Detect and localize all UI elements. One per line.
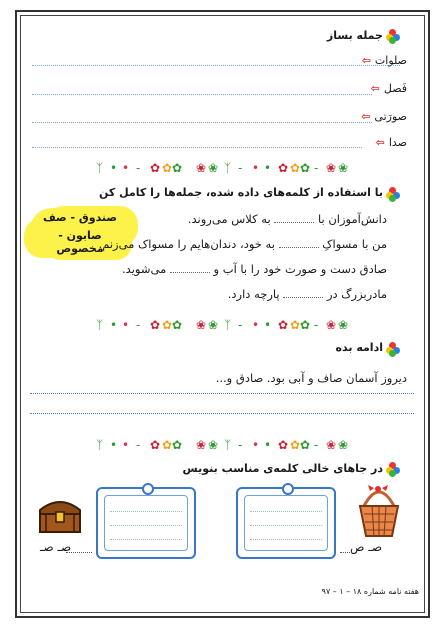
sentence-text: من با مسواکِ	[322, 237, 387, 251]
ring-icon	[142, 483, 154, 495]
writing-line	[250, 525, 322, 526]
basket-icon	[356, 484, 402, 540]
word-label: فَصل	[383, 82, 407, 95]
sentence-text: پارچه دارد.	[227, 287, 280, 301]
word-row-2	[371, 82, 407, 95]
blank-field[interactable]	[279, 239, 319, 248]
flower-bullet-icon	[386, 29, 400, 43]
sentence-text: صادق دست و صورت خود را با آب و	[213, 262, 387, 276]
word-row-4	[376, 136, 407, 149]
writing-line	[250, 511, 322, 512]
sentence-text: دانش‌آموزان با	[317, 212, 387, 226]
blank-field[interactable]	[274, 214, 314, 223]
writing-line	[110, 525, 182, 526]
writing-line	[110, 539, 182, 540]
decorative-border: ᛉ • • - ✿ ✿ ✿ ❀ ❀ ᛉ - • • ✿ ✿ ✿ - ❀ ❀	[96, 161, 349, 175]
writing-line[interactable]	[32, 94, 372, 95]
blank-field[interactable]	[283, 289, 323, 298]
word-label: صلوات	[374, 54, 407, 67]
writing-line[interactable]	[32, 147, 362, 148]
sentence-1	[188, 212, 387, 226]
writing-line	[250, 539, 322, 540]
arrow-icon: ⇦	[361, 110, 371, 123]
writing-line[interactable]	[32, 65, 400, 66]
word-bank-line-1: صندوق - صف	[42, 211, 118, 224]
section4-heading: در جاهای خالی کلمه‌ی مناسب بنویس	[182, 462, 383, 475]
chest-word-label: صـ صـ	[40, 540, 72, 554]
word-bank-line-2: صابون - مخصوص	[56, 229, 104, 255]
writing-line	[110, 511, 182, 512]
section1-heading: جمله بساز	[326, 29, 383, 42]
sentence-4	[228, 287, 387, 301]
writing-line[interactable]	[32, 122, 372, 123]
arrow-icon: ⇦	[361, 54, 371, 67]
treasure-chest-icon	[36, 494, 84, 534]
blank-field[interactable]	[340, 552, 352, 553]
basket-word-label: صـ ص	[350, 540, 383, 554]
word-label: صورَتی	[374, 110, 407, 123]
writing-box-right[interactable]	[236, 487, 336, 559]
footer-label: هفته نامه شماره ۱۸ – ۱ – ۹۷	[321, 587, 419, 596]
writing-box-left[interactable]	[96, 487, 196, 559]
flower-bullet-icon	[386, 342, 400, 356]
sentence-2	[99, 237, 387, 251]
sentence-text: مادربزرگ در	[326, 287, 387, 301]
sentence-text: به کلاس می‌روند.	[187, 212, 271, 226]
word-label: صدا	[388, 136, 407, 149]
section3-heading: ادامه بده	[335, 341, 383, 354]
decorative-border: ᛉ • • - ✿ ✿ ✿ ❀ ❀ ᛉ - • • ✿ ✿ ✿ - ❀ ❀	[96, 438, 349, 452]
writing-line[interactable]	[30, 393, 414, 394]
arrow-icon: ⇦	[370, 82, 380, 95]
blank-field[interactable]	[170, 264, 210, 273]
sentence-3	[122, 262, 387, 276]
flower-bullet-icon	[386, 187, 400, 201]
continue-story-text: دیروز آسمان صاف و آبی بود. صادق و...	[215, 371, 407, 385]
section2-heading: با استفاده از کلمه‌های داده شده، جمله‌ها را کامل کن	[98, 186, 383, 199]
writing-box-inner	[244, 495, 328, 551]
ring-icon	[282, 483, 294, 495]
flower-bullet-icon	[386, 462, 400, 476]
writing-box-inner	[104, 495, 188, 551]
sentence-text: می‌شوید.	[122, 262, 167, 276]
arrow-icon: ⇦	[375, 136, 385, 149]
writing-line[interactable]	[30, 413, 414, 414]
sentence-text: به خود، دندان‌هایم را مسواک می‌زنم.	[98, 237, 275, 251]
decorative-border: ᛉ • • - ✿ ✿ ✿ ❀ ❀ ᛉ - • • ✿ ✿ ✿ - ❀ ❀	[96, 318, 349, 332]
blank-field[interactable]	[66, 552, 92, 553]
